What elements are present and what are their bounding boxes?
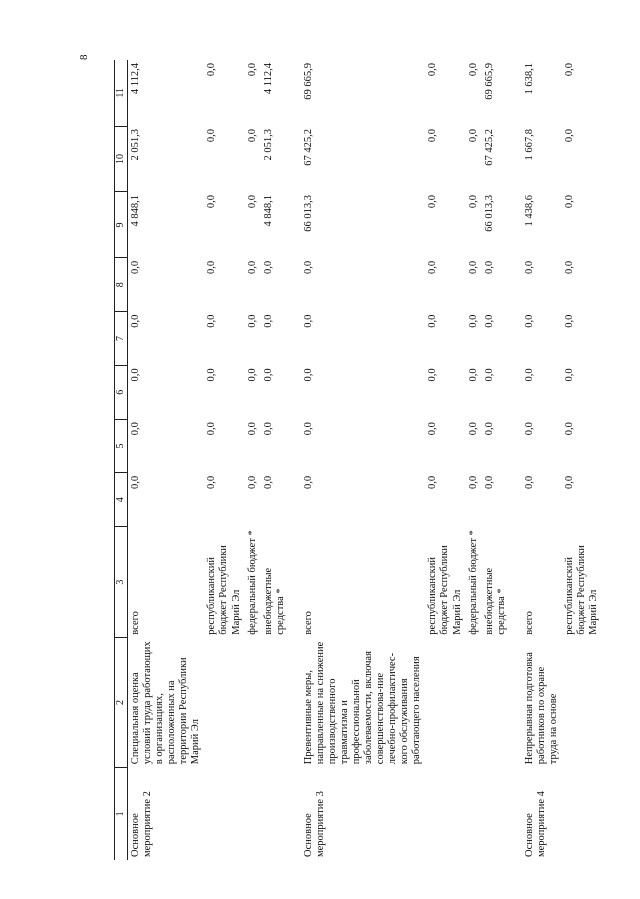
- amount-cell: 0,0: [302, 260, 314, 275]
- amount-cell: 0,0: [427, 475, 439, 489]
- amount-cell: 0,0: [467, 475, 479, 489]
- amount-cell: 0,0: [523, 368, 535, 382]
- amount-cell: 0,0: [206, 475, 218, 489]
- table-row: [128, 60, 205, 860]
- amount-cell: 0,0: [246, 129, 258, 143]
- amount-cell: 0,0: [467, 422, 479, 436]
- amount-cell: 0,0: [130, 475, 141, 489]
- amount-cell: 0,0: [246, 475, 258, 489]
- table-row: [261, 60, 289, 860]
- amount-cell: 0,0: [523, 422, 535, 436]
- col-header-5: 5: [115, 419, 128, 473]
- amount-cell: 0,0: [563, 422, 575, 436]
- amount-cell: 0,0: [206, 422, 218, 436]
- amount-cell: 0,0: [483, 314, 495, 328]
- amount-cell: 0,0: [302, 422, 314, 436]
- amount-cell: 0,0: [206, 63, 218, 77]
- amount-cell: 0,0: [206, 314, 218, 328]
- amount-cell: 0,0: [262, 314, 274, 328]
- col-header-9: 9: [115, 192, 128, 258]
- funding-source-cell: всего: [130, 611, 141, 635]
- col-header-6: 6: [115, 365, 128, 419]
- amount-cell: 0,0: [427, 368, 439, 382]
- amount-cell: 0,0: [427, 194, 439, 209]
- amount-cell: 4 848,1: [262, 194, 274, 227]
- table-row: [482, 60, 510, 860]
- measure-description-cell: [482, 638, 510, 767]
- amount-cell: 0,0: [246, 260, 258, 275]
- amount-cell: 66 013,3: [302, 194, 314, 232]
- amount-cell: 0,0: [483, 260, 495, 275]
- column-number-row: [115, 60, 128, 860]
- amount-cell: 0,0: [130, 422, 141, 436]
- table-row: [425, 60, 465, 860]
- page-number: 8: [78, 54, 90, 60]
- amount-cell: 0,0: [246, 63, 258, 77]
- funding-source-cell: федеральный бюджет *: [246, 530, 258, 635]
- amount-cell: 0,0: [467, 129, 479, 143]
- funding-source-cell: федеральный бюджет *: [467, 530, 479, 635]
- amount-cell: 0,0: [302, 314, 314, 328]
- table-row: [289, 60, 426, 860]
- table-row: [510, 60, 562, 860]
- funding-source-cell: республиканский бюджет Республики Марий Эл: [206, 545, 242, 635]
- measure-name-cell: [466, 767, 482, 860]
- amount-cell: 1 438,6: [523, 194, 535, 227]
- amount-cell: 0,0: [130, 368, 141, 382]
- amount-cell: 0,0: [427, 129, 439, 143]
- col-header-1: 1: [115, 767, 128, 860]
- amount-cell: 0,0: [262, 368, 274, 382]
- col-header-4: 4: [115, 473, 128, 527]
- measure-name-cell: [562, 767, 602, 860]
- amount-cell: 0,0: [246, 368, 258, 382]
- measure-name-cell: [261, 767, 289, 860]
- measure-name-cell: [425, 767, 465, 860]
- col-header-2: 2: [115, 638, 128, 767]
- amount-cell: 0,0: [206, 129, 218, 143]
- measure-description-cell: [245, 638, 261, 767]
- amount-cell: 0,0: [262, 422, 274, 436]
- amount-cell: 0,0: [427, 314, 439, 328]
- amount-cell: 0,0: [563, 368, 575, 382]
- amount-cell: 0,0: [563, 475, 575, 489]
- amount-cell: 0,0: [130, 260, 141, 275]
- measure-name-cell: Основное мероприятие 4: [523, 791, 547, 857]
- funding-source-cell: республиканский бюджет Республики Марий Эл: [563, 545, 600, 635]
- measure-name-cell: Основное мероприятие 2: [130, 791, 154, 857]
- col-header-8: 8: [115, 258, 128, 312]
- funding-source-cell: внебюджетные средства *: [262, 567, 286, 635]
- measure-description-cell: [204, 638, 244, 767]
- amount-cell: 0,0: [467, 194, 479, 209]
- amount-cell: 0,0: [483, 368, 495, 382]
- amount-cell: 0,0: [523, 475, 535, 489]
- amount-cell: 69 665,9: [483, 63, 495, 100]
- amount-cell: 2 051,3: [130, 129, 141, 161]
- funding-source-cell: внебюджетные средства *: [483, 567, 507, 635]
- amount-cell: 69 665,9: [302, 63, 314, 100]
- amount-cell: 0,0: [246, 422, 258, 436]
- measure-description-cell: [466, 638, 482, 767]
- budget-table: [114, 60, 602, 860]
- amount-cell: 0,0: [302, 368, 314, 382]
- amount-cell: 0,0: [467, 314, 479, 328]
- funding-source-cell: республиканский бюджет Республики Марий Эл: [427, 545, 463, 635]
- amount-cell: 1 667,8: [523, 129, 535, 161]
- table-row: [466, 60, 482, 860]
- amount-cell: 0,0: [206, 260, 218, 275]
- table-body: [128, 60, 603, 860]
- measure-description-cell: [562, 638, 602, 767]
- amount-cell: 67 425,2: [483, 129, 495, 166]
- measure-name-cell: [482, 767, 510, 860]
- table-row: [562, 60, 602, 860]
- amount-cell: 66 013,3: [483, 194, 495, 232]
- col-header-7: 7: [115, 312, 128, 366]
- amount-cell: 0,0: [483, 422, 495, 436]
- amount-cell: 0,0: [563, 260, 575, 275]
- rotated-table-container: [114, 60, 600, 860]
- funding-source-cell: всего: [302, 611, 314, 635]
- amount-cell: 0,0: [563, 314, 575, 328]
- col-header-3: 3: [115, 527, 128, 638]
- amount-cell: 0,0: [467, 368, 479, 382]
- amount-cell: 0,0: [467, 260, 479, 275]
- amount-cell: 4 112,4: [130, 63, 141, 95]
- amount-cell: 0,0: [483, 475, 495, 489]
- amount-cell: 0,0: [427, 422, 439, 436]
- amount-cell: 67 425,2: [302, 129, 314, 166]
- amount-cell: 0,0: [206, 368, 218, 382]
- measure-description-cell: [261, 638, 289, 767]
- amount-cell: 0,0: [246, 194, 258, 209]
- col-header-11: 11: [115, 60, 128, 126]
- amount-cell: 4 112,4: [262, 63, 274, 95]
- measure-name-cell: [245, 767, 261, 860]
- amount-cell: 0,0: [523, 314, 535, 328]
- measure-name-cell: Основное мероприятие 3: [302, 791, 326, 857]
- amount-cell: 1 638,1: [523, 63, 535, 95]
- amount-cell: 0,0: [262, 260, 274, 275]
- amount-cell: 0,0: [523, 260, 535, 275]
- amount-cell: 0,0: [206, 194, 218, 209]
- amount-cell: 0,0: [467, 63, 479, 77]
- funding-source-cell: всего: [523, 611, 535, 635]
- measure-description-cell: Превентивные меры, направленные на снижение производственного травматизма и профессиональной заболеваемости, включая совершенствова-ние лечебно-профилактичес-кого обслуживания работающего населения: [302, 641, 423, 765]
- amount-cell: 0,0: [262, 475, 274, 489]
- measure-name-cell: [204, 767, 244, 860]
- amount-cell: 0,0: [302, 475, 314, 489]
- amount-cell: 0,0: [130, 314, 141, 328]
- amount-cell: 0,0: [563, 129, 575, 143]
- amount-cell: 0,0: [246, 314, 258, 328]
- table-row: [204, 60, 244, 860]
- measure-description-cell: Непрерывная подготовка работников по охране труда на основе: [523, 652, 559, 765]
- amount-cell: 4 848,1: [130, 194, 141, 227]
- amount-cell: 0,0: [563, 194, 575, 209]
- amount-cell: 0,0: [427, 260, 439, 275]
- amount-cell: 0,0: [563, 63, 575, 77]
- measure-description-cell: [425, 638, 465, 767]
- amount-cell: 0,0: [427, 63, 439, 77]
- measure-description-cell: Специальная оценка условий труда работающих в организациях, расположенных на территории Республики Марий Эл: [130, 641, 202, 765]
- table-row: [245, 60, 261, 860]
- amount-cell: 2 051,3: [262, 129, 274, 161]
- col-header-10: 10: [115, 126, 128, 192]
